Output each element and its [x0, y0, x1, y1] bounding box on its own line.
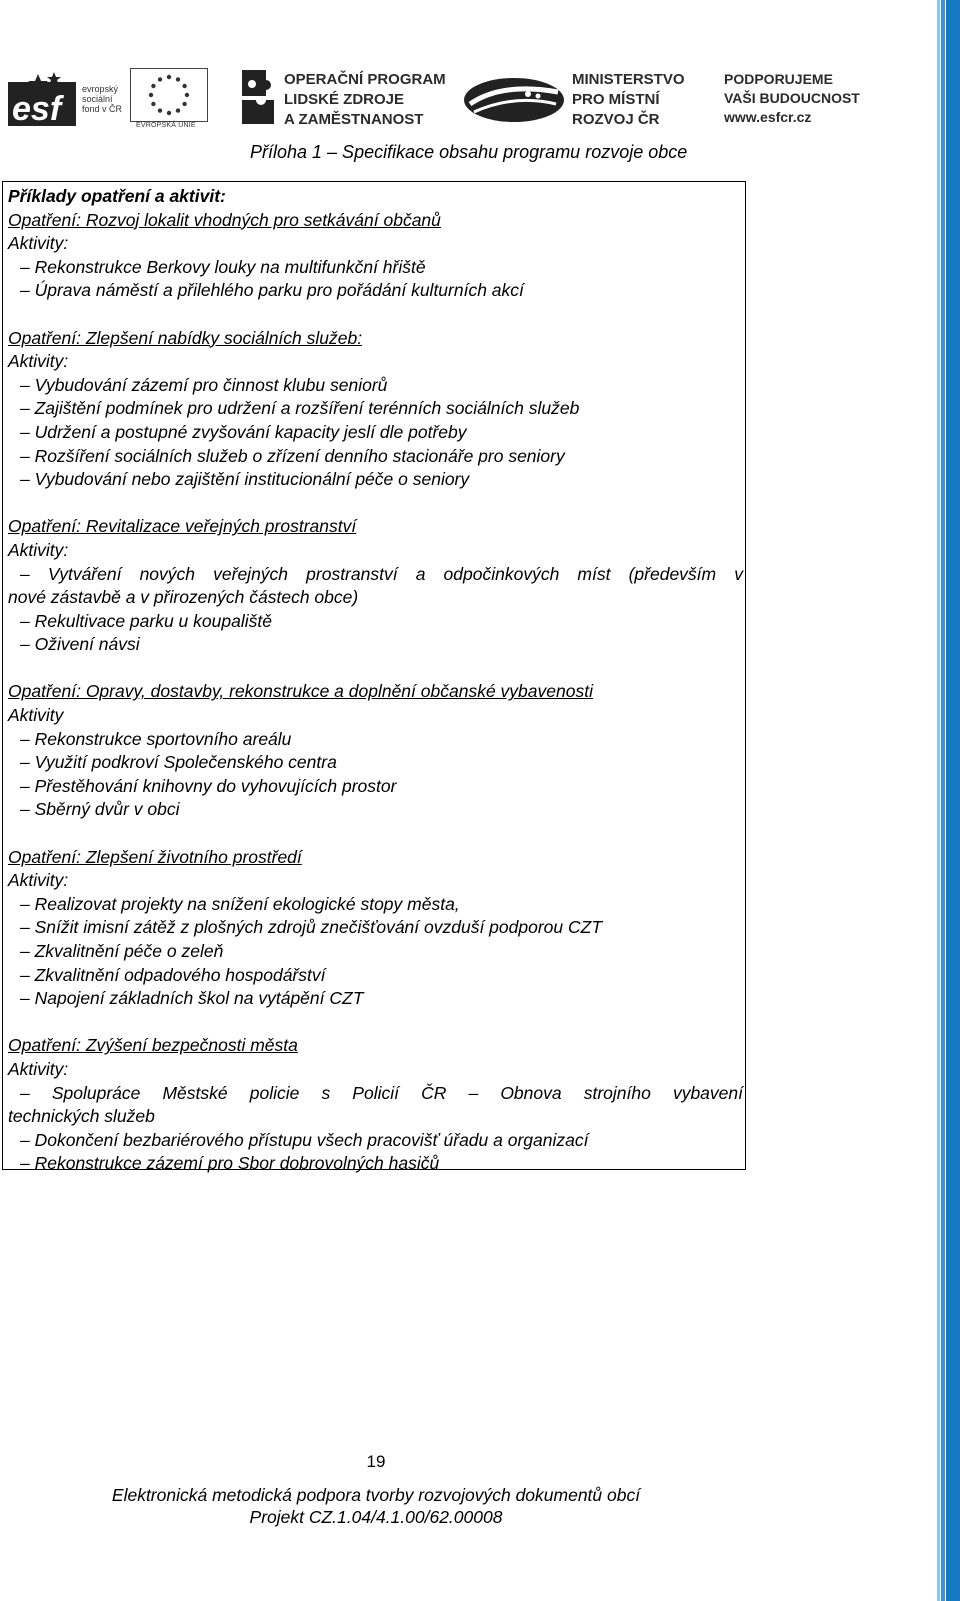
activity-item: – Napojení základních škol na vytápění CZT — [20, 988, 364, 1009]
measure-title: Opatření: Revitalizace veřejných prostranství — [8, 516, 357, 537]
activity-item: – Zkvalitnění odpadového hospodářství — [20, 964, 326, 985]
activity-item: – Udržení a postupné zvyšování kapacity jeslí dle potřeby — [20, 421, 467, 442]
annex-title: Příloha 1 – Specifikace obsahu programu rozvoje obce — [250, 142, 688, 162]
activity-item: – Rekultivace parku u koupaliště — [20, 610, 272, 631]
esfcr-url[interactable]: www.esfcr.cz — [724, 109, 812, 125]
footer-line: Elektronická metodická podpora tvorby rozvojových dokumentů obcí — [111, 1485, 641, 1505]
esf-caption-line: fond v ČR — [82, 104, 123, 114]
activity-item-continuation: nové zástavbě a v přirozených částech obce) — [8, 587, 359, 608]
activity-item: – Využití podkroví Společenského centra — [20, 752, 337, 773]
eu-label: EVROPSKÁ UNIE — [136, 122, 196, 129]
activity-item: – Úprava náměstí a přilehlého parku pro pořádání kulturních akcí — [20, 280, 524, 301]
activity-item: – Realizovat projekty na snížení ekologické stopy města, — [20, 893, 460, 914]
op-line: A ZAMĚSTNANOST — [284, 111, 424, 128]
esf-caption-line: sociální — [82, 94, 113, 104]
activities-label: Aktivity: — [8, 1058, 69, 1079]
op-title — [284, 70, 446, 130]
activity-item-continuation: technických služeb — [8, 1106, 155, 1127]
page-footer — [0, 1484, 752, 1528]
activities-label: Aktivity: — [8, 870, 69, 891]
esfcr-slogan — [724, 70, 860, 127]
mmr-logo-icon — [462, 74, 566, 126]
activity-item: – Oživení návsi — [20, 634, 140, 655]
activity-item: – Rekonstrukce Berkovy louky na multifunkční hřiště — [20, 256, 426, 277]
activity-item: – Rekonstrukce zázemí pro Sbor dobrovolných hasičů — [20, 1153, 440, 1174]
activities-label: Aktivity: — [8, 351, 69, 372]
activity-item: – Vytváření nových veřejných prostranství a odpočinkových míst (především v — [20, 563, 743, 584]
measure-title: Opatření: Zlepšení životního prostředí — [8, 846, 302, 867]
activity-item: – Dokončení bezbariérového přístupu všech pracovišť úřadu a organizací — [20, 1129, 589, 1150]
activity-item: – Zkvalitnění péče o zeleň — [20, 941, 224, 961]
logo-banner — [0, 62, 900, 134]
op-line: OPERAČNÍ PROGRAM — [284, 71, 446, 88]
activity-item: – Rozšíření sociálních služeb o zřízení denního stacionáře pro seniory — [20, 445, 565, 466]
mmr-line: PRO MÍSTNÍ — [572, 91, 660, 108]
activity-item: – Vybudování zázemí pro činnost klubu seniorů — [20, 374, 388, 395]
activities-label: Aktivity: — [8, 539, 69, 560]
esf-logo-icon — [8, 72, 76, 126]
measures-box — [2, 181, 746, 1174]
measure-title: Opatření: Zvýšení bezpečnosti města — [8, 1035, 298, 1056]
esfcr-line: PODPORUJEME — [724, 71, 833, 87]
esfcr-line: VAŠI BUDOUCNOST — [724, 90, 860, 106]
section-gap — [8, 822, 745, 846]
mmr-title — [572, 70, 685, 130]
esf-logo-caption — [82, 84, 122, 114]
section-gap — [8, 657, 745, 681]
activity-item: – Spolupráce Městské policie s Policií ČR – Obnova strojního vybavení — [20, 1082, 743, 1103]
activity-item: – Rekonstrukce sportovního areálu — [20, 728, 292, 749]
activity-item: – Sběrný dvůr v obci — [20, 799, 180, 820]
svg-text:esf: esf — [12, 90, 62, 126]
footer-line: Projekt CZ.1.04/4.1.00/62.00008 — [249, 1507, 503, 1527]
section-gap — [8, 303, 745, 327]
activity-item: – Snížit imisní zátěž z plošných zdrojů znečišťování ovzduší podporou CZT — [20, 917, 603, 938]
measure-title: Opatření: Rozvoj lokalit vhodných pro setkávání občanů — [8, 209, 441, 230]
activities-label: Aktivity: — [8, 233, 69, 254]
box-heading: Příklady opatření a aktivit: — [8, 186, 226, 206]
activities-label: Aktivity — [8, 705, 64, 726]
measure-title: Opatření: Zlepšení nabídky sociálních služeb: — [8, 327, 363, 348]
activity-item: – Přestěhování knihovny do vyhovujících prostor — [20, 775, 397, 796]
op-line: LIDSKÉ ZDROJE — [284, 91, 405, 108]
activity-item: – Vybudování nebo zajištění institucionální péče o seniory — [20, 469, 470, 490]
mmr-line: ROZVOJ ČR — [572, 111, 660, 128]
section-gap — [8, 1011, 745, 1035]
page-edge-stripes — [936, 0, 960, 1601]
mmr-line: MINISTERSTVO — [572, 71, 685, 88]
page-number: 19 — [366, 1452, 386, 1471]
esf-caption-line: evropský — [82, 84, 119, 94]
activity-item: – Zajištění podmínek pro udržení a rozšíření terénních sociálních služeb — [20, 398, 580, 419]
eu-flag-icon — [130, 68, 208, 122]
measure-title: Opatření: Opravy, dostavby, rekonstrukce a doplnění občanské vybavenosti — [8, 681, 593, 702]
op-puzzle-icon — [238, 66, 278, 128]
section-gap — [8, 492, 745, 516]
